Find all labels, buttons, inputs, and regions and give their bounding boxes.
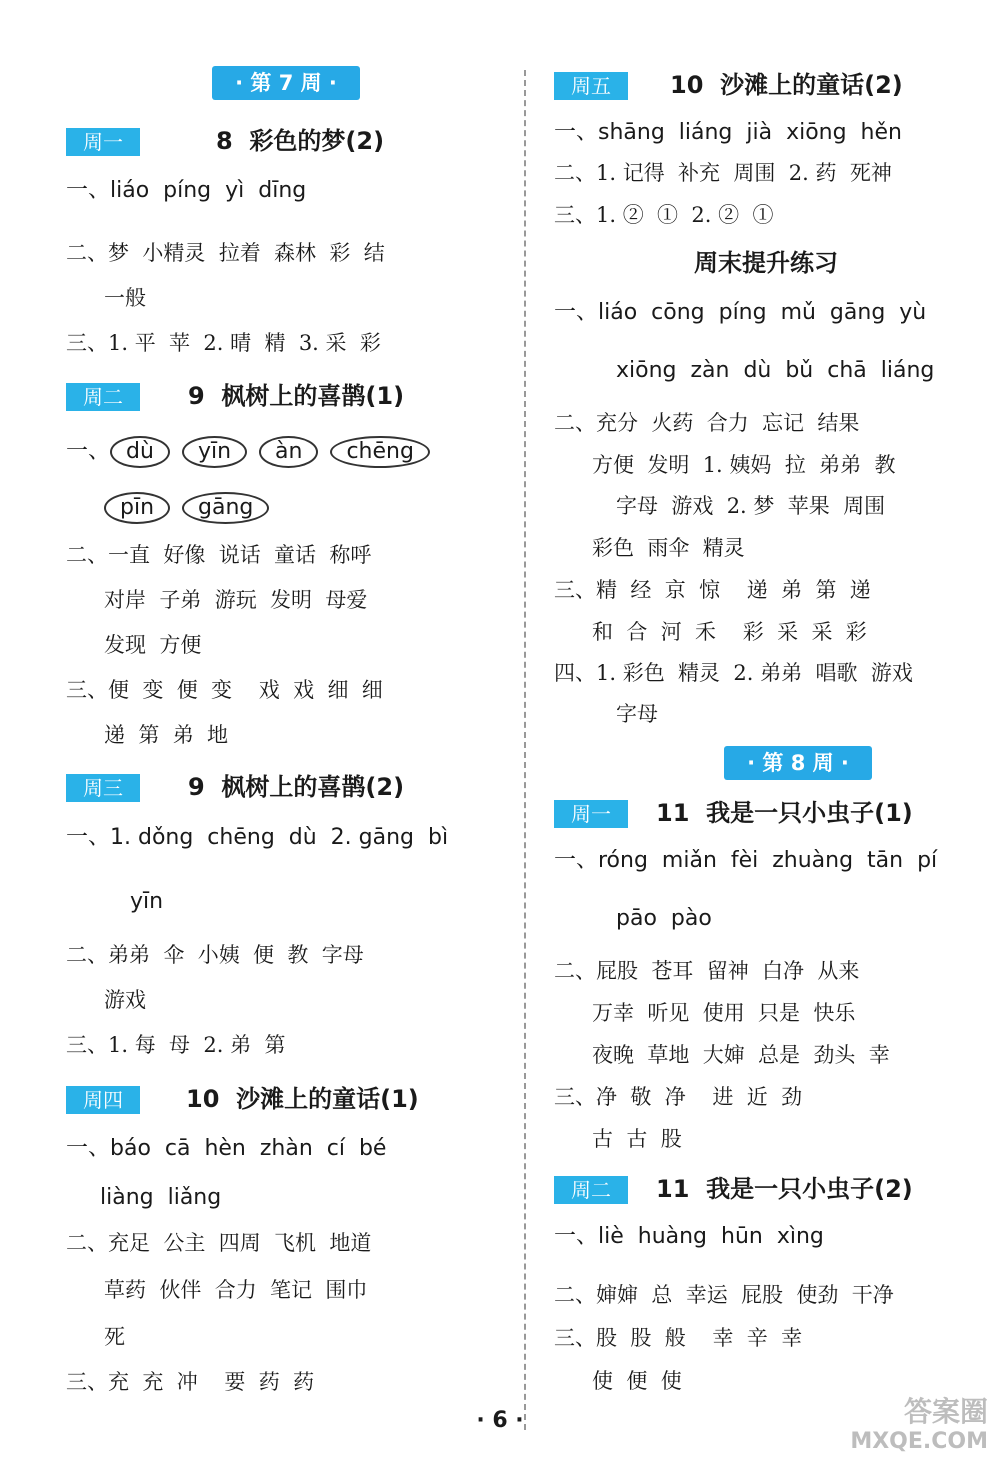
answer-line: 三、充 充 冲 要 药 药	[66, 1370, 315, 1394]
weekend-title: 周末提升练习	[694, 249, 838, 277]
page-number: · 6 ·	[476, 1408, 524, 1433]
answer-line: 一、liè huàng hūn xìng	[554, 1224, 824, 1249]
answer-line: 万幸 听见 使用 只是 快乐	[592, 1001, 856, 1025]
watermark-line1: 答案圈	[903, 1395, 988, 1428]
answer-line: 一、liáo píng yì dīng	[66, 178, 307, 203]
section-title: 10 沙滩上的童话(2)	[670, 71, 903, 99]
answer-line: 三、1. ② ① 2. ② ①	[554, 203, 774, 227]
answer-line: 一、róng miǎn fèi zhuàng tān pí	[554, 848, 938, 873]
answer-line: 二、梦 小精灵 拉着 森林 彩 结	[66, 241, 385, 265]
answer-line: 四、1. 彩色 精灵 2. 弟弟 唱歌 游戏	[554, 661, 913, 685]
section-title: 9 枫树上的喜鹊(1)	[188, 382, 405, 410]
day-tag-thu: 周四	[66, 1086, 140, 1114]
answer-line: yīn	[130, 889, 164, 914]
answer-line: 一般	[104, 286, 146, 310]
day-tag-tue: 周二	[554, 1176, 628, 1204]
oval-answers-row2	[104, 492, 281, 524]
answer-line: 一、1. dǒng chēng dù 2. gāng bì	[66, 825, 449, 850]
oval-answer: chēng	[330, 436, 429, 468]
oval-answers-row1: 一、 dù yīn àn chēng	[66, 436, 442, 468]
answer-line: 死	[104, 1325, 125, 1349]
answer-line: 三、便 变 便 变 戏 戏 细 细	[66, 678, 383, 702]
answer-line: 三、1. 每 母 2. 弟 第	[66, 1033, 286, 1057]
answer-line: 三、1. 平 苹 2. 晴 精 3. 采 彩	[66, 331, 381, 355]
day-tag-mon: 周一	[554, 800, 628, 828]
answer-line: 一、báo cā hèn zhàn cí bé	[66, 1136, 387, 1161]
section-title: 11 我是一只小虫子(2)	[656, 1175, 913, 1203]
oval-answer: pīn	[104, 492, 170, 524]
answer-line: 一、liáo cōng píng mǔ gāng yù	[554, 300, 927, 325]
answer-line: 方便 发明 1. 姨妈 拉 弟弟 教	[592, 453, 896, 477]
answer-line: 夜晚 草地 大婶 总是 劲头 幸	[592, 1043, 890, 1067]
day-tag-wed: 周三	[66, 774, 140, 802]
answer-line: 二、弟弟 伞 小姨 便 教 字母	[66, 943, 364, 967]
answer-line: 彩色 雨伞 精灵	[592, 536, 745, 560]
answer-line: 二、一直 好像 说话 童话 称呼	[66, 543, 372, 567]
answer-line: 三、净 敬 净 进 近 劲	[554, 1085, 803, 1109]
answer-line: 一、shāng liáng jià xiōng hěn	[554, 120, 902, 145]
answer-line: 游戏	[104, 988, 146, 1012]
answer-line: 二、1. 记得 补充 周围 2. 药 死神	[554, 161, 892, 185]
answer-line: 对岸 子弟 游玩 发明 母爱	[104, 588, 368, 612]
answer-line: 二、充足 公主 四周 飞机 地道	[66, 1231, 372, 1255]
watermark	[850, 1397, 988, 1457]
watermark-line2: MXQE.COM	[850, 1429, 988, 1454]
oval-answer: àn	[259, 436, 318, 468]
column-divider	[524, 70, 526, 1430]
answer-line: 三、股 股 般 幸 辛 幸	[554, 1326, 803, 1350]
answer-line: 三、精 经 京 惊 递 弟 第 递	[554, 578, 871, 602]
answer-line: 二、婶婶 总 幸运 屁股 使劲 干净	[554, 1283, 894, 1307]
oval-answer: dù	[110, 436, 170, 468]
section-title: 11 我是一只小虫子(1)	[656, 799, 913, 827]
day-tag-tue: 周二	[66, 383, 140, 411]
answer-line: xiōng zàn dù bǔ chā liáng	[616, 358, 935, 383]
day-tag-fri: 周五	[554, 72, 628, 100]
answer-line: 字母 游戏 2. 梦 苹果 周围	[616, 494, 886, 518]
oval-answer: yīn	[182, 436, 247, 468]
answer-line: 和 合 河 禾 彩 采 采 彩	[592, 620, 867, 644]
section-title: 8 彩色的梦(2)	[216, 127, 385, 155]
answer-line: liàng liǎng	[100, 1185, 222, 1210]
week-7-badge: · 第 7 周 ·	[212, 66, 360, 100]
section-title: 10 沙滩上的童话(1)	[186, 1085, 419, 1113]
answer-line: 二、充分 火药 合力 忘记 结果	[554, 411, 860, 435]
week-8-badge: · 第 8 周 ·	[724, 746, 872, 780]
day-tag-mon: 周一	[66, 128, 140, 156]
section-title: 9 枫树上的喜鹊(2)	[188, 773, 405, 801]
answer-line: 草药 伙伴 合力 笔记 围巾	[104, 1278, 368, 1302]
answer-line: pāo pào	[616, 906, 712, 931]
answer-line: 使 便 使	[592, 1369, 682, 1393]
answer-line: 二、屁股 苍耳 留神 白净 从来	[554, 959, 860, 983]
answer-line: 字母	[616, 702, 658, 726]
answer-line: 递 第 弟 地	[104, 723, 229, 747]
oval-answer: gāng	[182, 492, 269, 524]
answer-line: 古 古 股	[592, 1127, 682, 1151]
answer-line: 发现 方便	[104, 633, 202, 657]
